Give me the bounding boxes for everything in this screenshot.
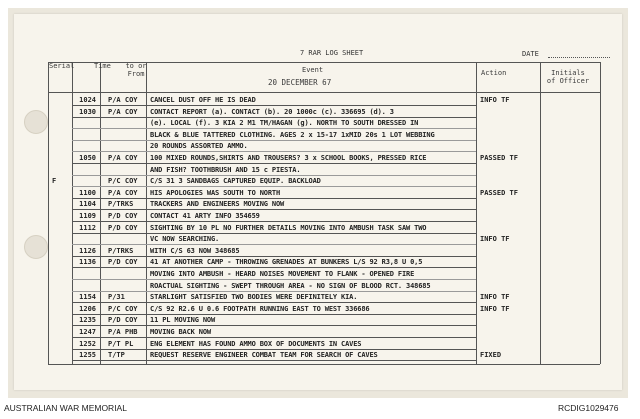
entry-from: P/31 <box>108 293 125 302</box>
row-rule <box>72 128 476 129</box>
row-rule <box>72 209 476 210</box>
entry-time: 1030 <box>79 107 96 116</box>
header-bottom-border <box>48 92 600 93</box>
row-rule <box>72 117 476 118</box>
row-rule <box>72 244 476 245</box>
entry-action: INFO TF <box>480 235 510 244</box>
entry-from: P/TRKS <box>108 200 134 209</box>
sheet-title: 7 RAR LOG SHEET <box>300 49 364 57</box>
entry-from: P/A COY <box>108 107 138 116</box>
entry-time: 1109 <box>79 212 96 220</box>
footer-source: AUSTRALIAN WAR MEMORIAL <box>4 403 127 413</box>
entry-from: P/A PHB <box>108 328 138 336</box>
table-border-right <box>600 62 601 364</box>
row-rule <box>72 360 476 361</box>
row-rule <box>72 325 476 326</box>
date-label: DATE <box>522 50 539 58</box>
entry-time: 1050 <box>79 154 96 162</box>
entry-event: C/S 92 R2.6 U 0.6 FOOTPATH RUNNING EAST TO WEST 336686 <box>150 304 370 313</box>
entry-event: CONTACT REPORT (a). CONTACT (b). 20 1000c (c). 336695 (d). 3 <box>150 107 394 116</box>
entry-time: 1255 <box>79 351 96 360</box>
entry-from: P/D COY <box>108 212 138 220</box>
binder-hole <box>24 110 48 134</box>
row-rule <box>72 256 476 257</box>
entry-from: P/C COY <box>108 304 138 313</box>
entry-event: MOVING INTO AMBUSH - HEARD NOISES MOVEMENT TO FLANK - OPENED FIRE <box>150 270 415 278</box>
entry-from: P/T PL <box>108 339 134 348</box>
row-rule <box>72 105 476 106</box>
entry-event: REQUEST RESERVE ENGINEER COMBAT TEAM FOR SEARCH OF CAVES <box>150 351 378 360</box>
entry-event: TRACKERS AND ENGINEERS MOVING NOW <box>150 200 285 209</box>
entry-from: P/D COY <box>108 316 138 325</box>
date-heading: 20 DECEMBER 67 <box>268 78 332 87</box>
entry-event: ROACTUAL SIGHTING - SWEPT THROUGH AREA - NO SIGN OF BLOOD RCT. 348685 <box>150 281 431 290</box>
column-divider <box>100 62 101 364</box>
date-field-line <box>548 57 610 58</box>
entry-time: 1247 <box>79 328 96 336</box>
entry-serial: F <box>52 177 57 186</box>
entry-event: 100 MIXED ROUNDS,SHIRTS AND TROUSERS? 3 x SCHOOL BOOKS, PRESSED RICE <box>150 154 427 162</box>
column-divider <box>72 62 73 364</box>
header-action: Action <box>481 69 507 77</box>
entry-event: 41 AT ANOTHER CAMP - THROWING GRENADES AT BUNKERS L/S 92 R3,8 U 0,5 <box>150 258 423 267</box>
entry-from: T/TP <box>108 351 125 360</box>
entry-action: INFO TF <box>480 96 510 104</box>
column-divider <box>540 62 541 364</box>
entry-action: INFO TF <box>480 304 510 313</box>
header-serial: Serial <box>49 62 75 70</box>
row-rule <box>72 163 476 164</box>
entry-event: AND FISH? TOOTHBRUSH AND 15 c PIESTA. <box>150 165 301 174</box>
entry-from: P/A COY <box>108 154 138 162</box>
header-to-from: to or From <box>125 62 147 78</box>
entry-event: MOVING BACK NOW <box>150 328 211 336</box>
row-rule <box>72 140 476 141</box>
entry-event: SIGHTING BY 10 PL NO FURTHER DETAILS MOVING INTO AMBUSH TASK SAW TWO <box>150 223 427 232</box>
header-initials: Initials of Officer <box>546 69 590 85</box>
table-border-left <box>48 62 49 364</box>
entry-from: P/D COY <box>108 223 138 232</box>
entry-time: 1154 <box>79 293 96 302</box>
entry-event: (e). LOCAL (f). 3 KIA 2 M1 TM/HAGAN (g). NORTH TO SOUTH DRESSED IN <box>150 119 419 128</box>
entry-event: CANCEL DUST OFF HE IS DEAD <box>150 96 256 104</box>
row-rule <box>72 186 476 187</box>
row-rule <box>72 337 476 338</box>
entry-from: P/C COY <box>108 177 138 186</box>
entry-time: 1136 <box>79 258 96 267</box>
entry-event: HIS APOLOGIES WAS SOUTH TO NORTH <box>150 188 281 197</box>
entry-from: P/D COY <box>108 258 138 267</box>
binder-hole <box>24 235 48 259</box>
row-rule <box>72 221 476 222</box>
entry-time: 1024 <box>79 96 96 104</box>
column-divider <box>476 62 477 364</box>
entry-event: ENG ELEMENT HAS FOUND AMMO BOX OF DOCUMENTS IN CAVES <box>150 339 362 348</box>
row-rule <box>72 151 476 152</box>
entry-time: 1100 <box>79 188 96 197</box>
row-rule <box>72 267 476 268</box>
row-rule <box>72 314 476 315</box>
header-event: Event <box>302 66 324 74</box>
entry-time: 1112 <box>79 223 96 232</box>
row-rule <box>72 175 476 176</box>
entry-event: C/S 31 3 SANDBAGS CAPTURED EQUIP. BACKLOAD <box>150 177 321 186</box>
entry-time: 1104 <box>79 200 96 209</box>
entry-action: INFO TF <box>480 293 510 302</box>
row-rule <box>72 279 476 280</box>
entry-event: STARLIGHT SATISFIED TWO BODIES WERE DEFINITELY KIA. <box>150 293 358 302</box>
entry-time: 1206 <box>79 304 96 313</box>
entry-action: PASSED TF <box>480 188 518 197</box>
entry-from: P/TRKS <box>108 246 134 255</box>
entry-from: P/A COY <box>108 96 138 104</box>
entry-event: 11 PL MOVING NOW <box>150 316 216 325</box>
row-rule <box>72 198 476 199</box>
entry-time: 1126 <box>79 246 96 255</box>
entry-event: 20 ROUNDS ASSORTED AMMO. <box>150 142 248 151</box>
footer-id: RCDIG1029476 <box>558 403 619 413</box>
entry-time: 1252 <box>79 339 96 348</box>
entry-action: FIXED <box>480 351 502 360</box>
row-rule <box>72 291 476 292</box>
row-rule <box>72 233 476 234</box>
entry-event: VC NOW SEARCHING. <box>150 235 220 244</box>
entry-event: CONTACT 41 ARTY INFO 354659 <box>150 212 260 220</box>
entry-action: PASSED TF <box>480 154 518 162</box>
table-bottom-border <box>48 364 600 365</box>
header-time: Time <box>94 62 111 70</box>
entry-from: P/A COY <box>108 188 138 197</box>
row-rule <box>72 349 476 350</box>
entry-event: BLACK & BLUE TATTERED CLOTHING. AGES 2 x 15-17 1xMID 20s 1 LOT WEBBING <box>150 130 435 139</box>
entry-time: 1235 <box>79 316 96 325</box>
entry-event: WITH C/S 63 NOW 348685 <box>150 246 240 255</box>
row-rule <box>72 302 476 303</box>
column-divider <box>146 62 147 364</box>
